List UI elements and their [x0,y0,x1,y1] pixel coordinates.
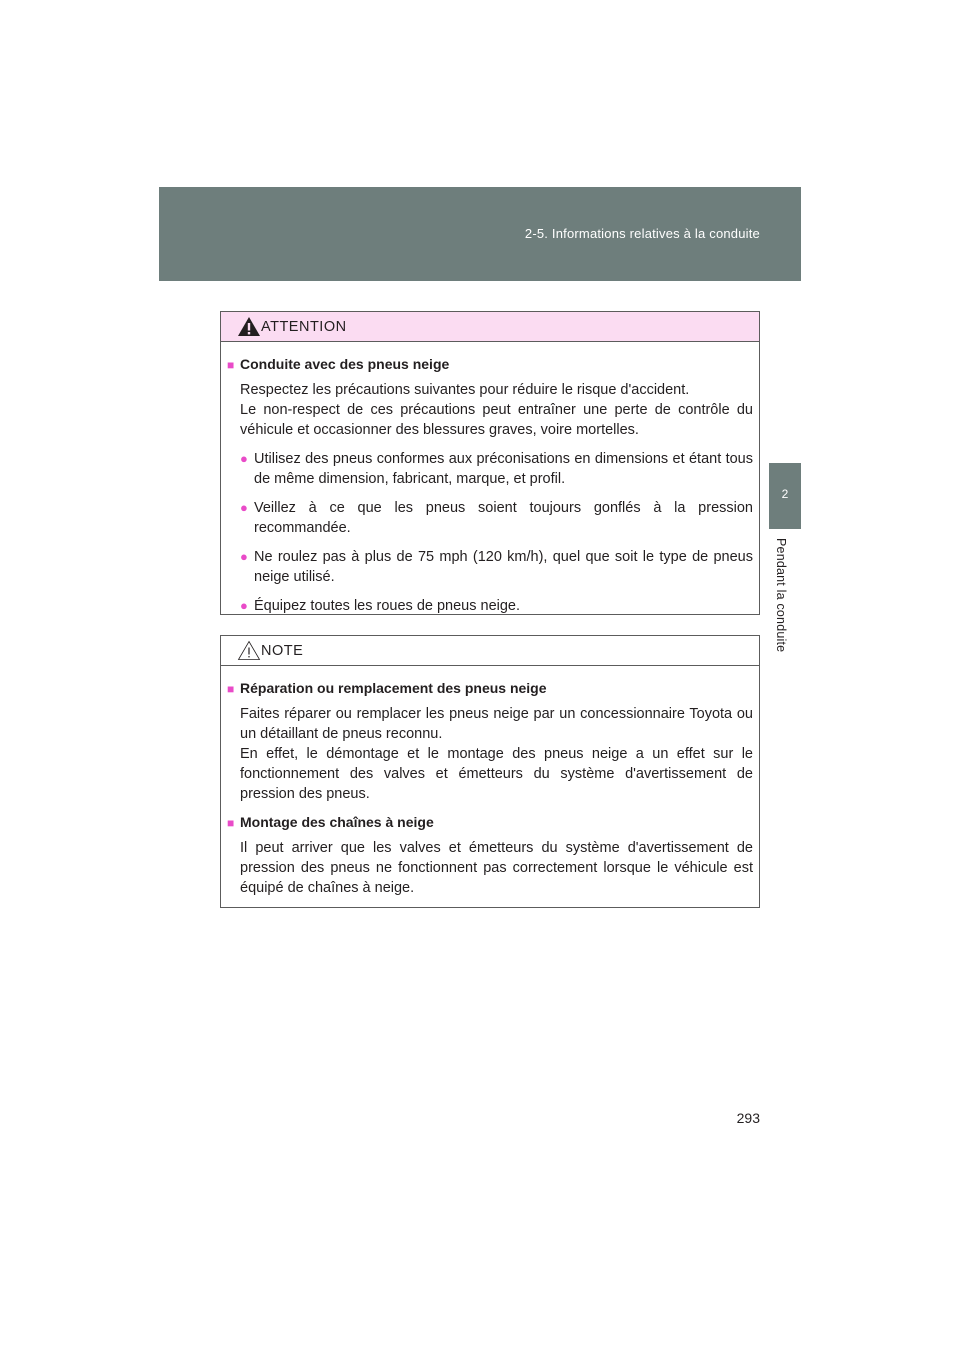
list-item [240,596,753,616]
list-item [240,498,753,538]
list-item-text: Veillez à ce que les pneus soient toujours gonflés à la pression recommandée. [254,500,753,536]
note-section-1-body [240,704,753,804]
note-section-1-title: Réparation ou remplacement des pneus neige [240,680,547,696]
note-section-1-text-1: Faites réparer ou remplacer les pneus neige par un concessionnaire Toyota ou un détaillant de pneus reconnu. [240,706,753,742]
circle-bullet-icon: ● [240,598,248,613]
chapter-side-label: Pendant la conduite [774,538,788,653]
note-section-2-title: Montage des chaînes à neige [240,814,434,830]
header-band [159,187,801,281]
note-header [221,636,759,666]
list-item [240,547,753,587]
attention-section-heading [227,354,753,375]
chapter-number: 2 [781,487,789,501]
attention-intro-line-2: Le non-respect de ces précautions peut entraîner une perte de contrôle du véhicule et occasionner des blessures graves, voire mortelles. [240,402,753,438]
square-bullet-icon: ■ [227,682,235,696]
circle-bullet-icon: ● [240,500,248,515]
note-body [221,666,759,898]
attention-intro-line-1: Respectez les précautions suivantes pour réduire le risque d'accident. [240,382,690,398]
list-item [240,449,753,489]
list-item-text: Utilisez des pneus conformes aux préconisations en dimensions et étant tous de même dimension, fabricant, marque, et profil. [254,451,753,487]
note-section-heading-2 [227,812,753,833]
section-title: 2-5. Informations relatives à la conduite [524,226,760,241]
caution-outline-icon [237,640,261,661]
chapter-tab [769,463,801,529]
attention-section-title: Conduite avec des pneus neige [240,356,450,372]
note-section-2-body [240,838,753,898]
page-number: 293 [736,1110,760,1126]
note-label: NOTE [261,643,304,659]
note-section-heading-1 [227,678,753,699]
square-bullet-icon: ■ [227,358,235,372]
list-item-text: Équipez toutes les roues de pneus neige. [254,598,521,614]
square-bullet-icon: ■ [227,816,235,830]
note-box [220,635,760,908]
circle-bullet-icon: ● [240,451,248,466]
list-item-text: Ne roulez pas à plus de 75 mph (120 km/h), quel que soit le type de pneus neige utilisé. [254,549,753,585]
circle-bullet-icon: ● [240,549,248,564]
attention-box [220,311,760,615]
warning-triangle-icon [237,316,261,337]
attention-body [221,342,759,616]
attention-intro [240,380,753,440]
note-section-2-text: Il peut arriver que les valves et émetteurs du système d'avertissement de pression des pneus ne fonctionnent pas correctement lorsque le véhicule est équipé de chaînes à neige. [240,840,753,896]
note-section-1-text-2: En effet, le démontage et le montage des pneus neige a un effet sur le fonctionnement des valves et émetteurs du système d'avertissement de pression des pneus. [240,746,753,802]
attention-label: ATTENTION [261,319,347,335]
attention-header [221,312,759,342]
